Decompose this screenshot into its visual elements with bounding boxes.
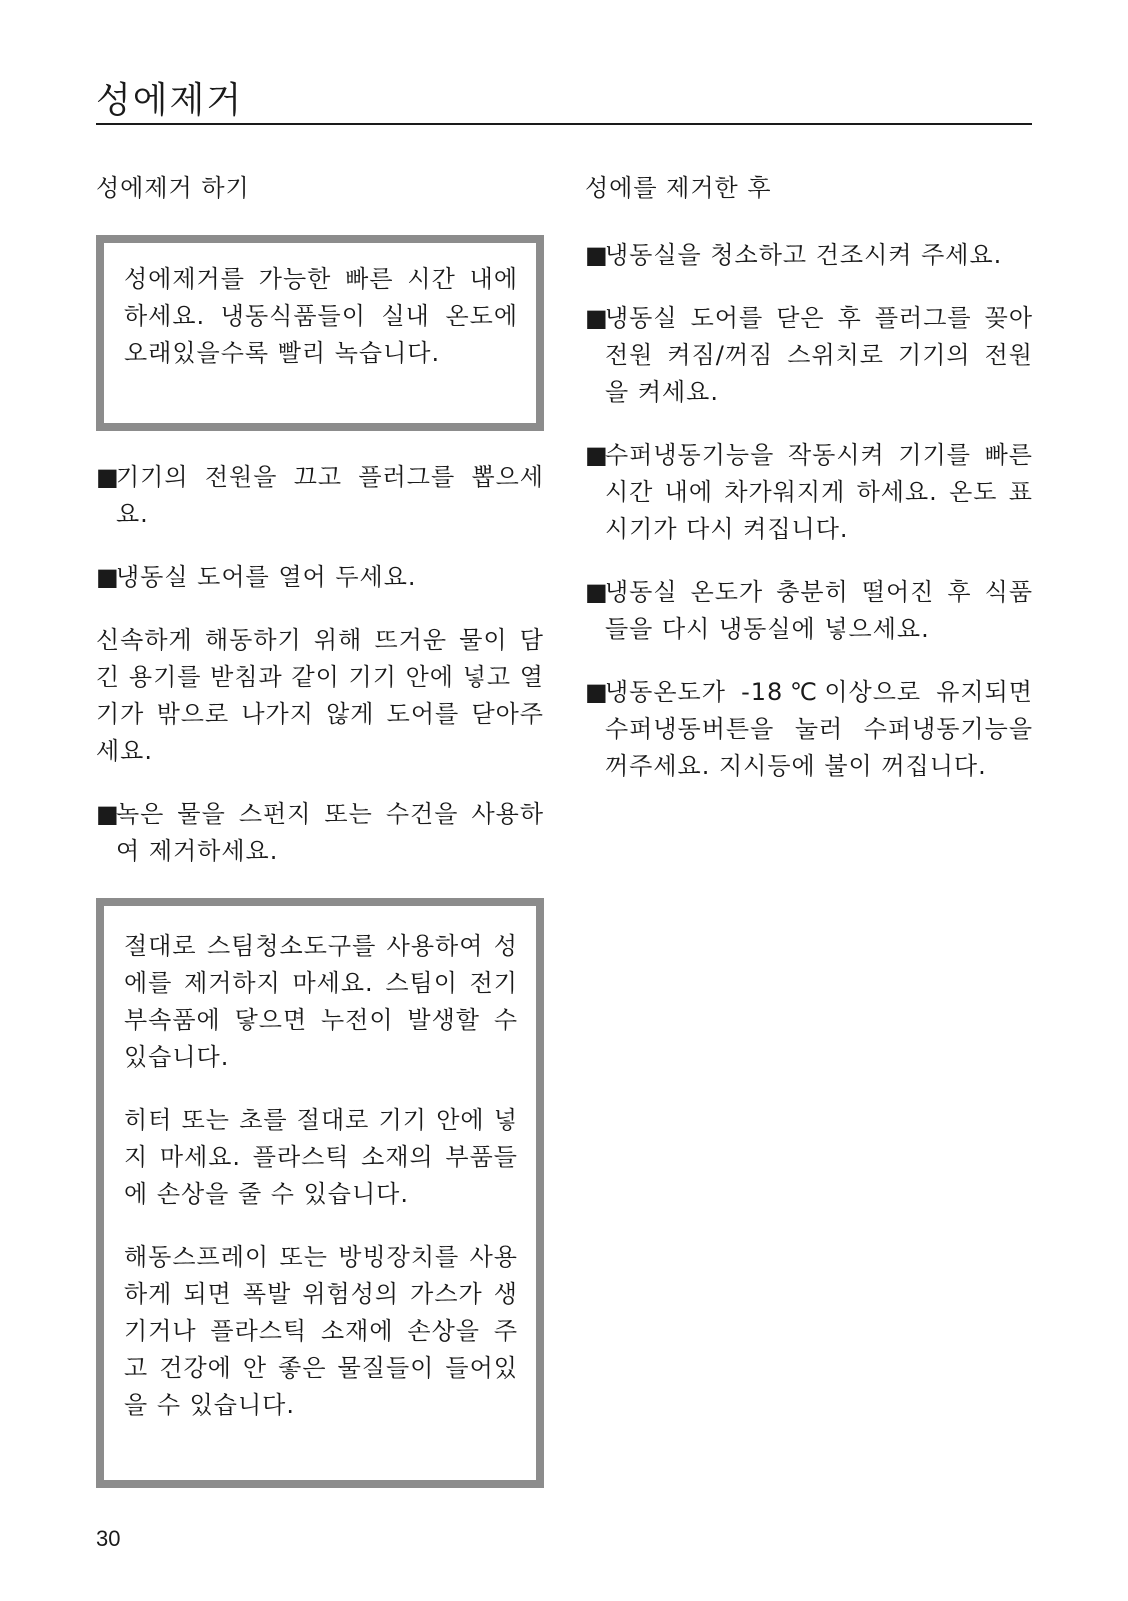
warning-text: 히터 또는 초를 절대로 기기 안에 넣지 마세요. 플라스틱 소재의 부품들에 손상을 줄 수 있습니다.: [124, 1106, 518, 1208]
list-item-text: 냉동실 도어를 닫은 후 플러그를 꽂아 전원 켜짐/꺼짐 스위치로 기기의 전원을 켜세요.: [605, 304, 1033, 406]
section-heading-after-defrost: 성에를 제거한 후: [585, 174, 772, 202]
bullet-square-icon: ■: [585, 441, 609, 469]
list-item: [585, 437, 1033, 548]
bullet-square-icon: ■: [96, 463, 120, 491]
list-item: [96, 796, 544, 870]
list-item: [585, 237, 1033, 274]
list-item: [96, 559, 544, 596]
warning-box: [96, 898, 544, 1488]
left-column: [96, 170, 544, 1488]
notice-box: [96, 235, 544, 431]
list-item: [96, 459, 544, 533]
notice-text: 성에제거를 가능한 빠른 시간 내에 하세요. 냉동식품들이 실내 온도에 오래있을수록 빨리 녹습니다.: [124, 265, 518, 367]
instruction-paragraph: 신속하게 해동하기 위해 뜨거운 물이 담긴 용기를 받침과 같이 기기 안에 넣고 열기가 밖으로 나가지 않게 도어를 닫아주세요.: [96, 626, 544, 765]
list-item: [585, 574, 1033, 648]
page-number: 30: [96, 1526, 121, 1551]
list-item-text: 냉동온도가 -18℃이상으로 유지되면 수퍼냉동버튼을 눌러 수퍼냉동기능을 꺼주세요. 지시등에 불이 꺼집니다.: [605, 678, 1033, 780]
warning-text: 해동스프레이 또는 방빙장치를 사용하게 되면 폭발 위험성의 가스가 생기거나 플라스틱 소재에 손상을 주고 건강에 안 좋은 물질들이 들어있을 수 있습니다.: [124, 1243, 518, 1419]
warning-text: 절대로 스팀청소도구를 사용하여 성에를 제거하지 마세요. 스팀이 전기부속품에 닿으면 누전이 발생할 수 있습니다.: [124, 932, 518, 1071]
bullet-square-icon: ■: [96, 563, 120, 591]
list-item-text: 수퍼냉동기능을 작동시켜 기기를 빠른 시간 내에 차가워지게 하세요. 온도 표시기가 다시 켜집니다.: [605, 441, 1033, 543]
title-divider: [96, 123, 1032, 125]
list-item-text: 냉동실을 청소하고 건조시켜 주세요.: [605, 241, 1003, 269]
list-item: [585, 300, 1033, 411]
page-title: 성에제거: [96, 80, 244, 121]
bullet-square-icon: ■: [585, 578, 609, 606]
bullet-square-icon: ■: [585, 241, 609, 269]
bullet-square-icon: ■: [96, 800, 120, 828]
section-heading-defrost: 성에제거 하기: [96, 174, 250, 202]
list-item-text: 냉동실 온도가 충분히 떨어진 후 식품들을 다시 냉동실에 넣으세요.: [605, 578, 1033, 643]
bullet-square-icon: ■: [585, 678, 609, 706]
right-column: [585, 170, 1033, 785]
list-item: [585, 674, 1033, 785]
list-item-text: 녹은 물을 스펀지 또는 수건을 사용하여 제거하세요.: [116, 800, 544, 865]
list-item-text: 냉동실 도어를 열어 두세요.: [116, 563, 417, 591]
bullet-square-icon: ■: [585, 304, 609, 332]
list-item-text: 기기의 전원을 끄고 플러그를 뽑으세요.: [116, 463, 544, 528]
